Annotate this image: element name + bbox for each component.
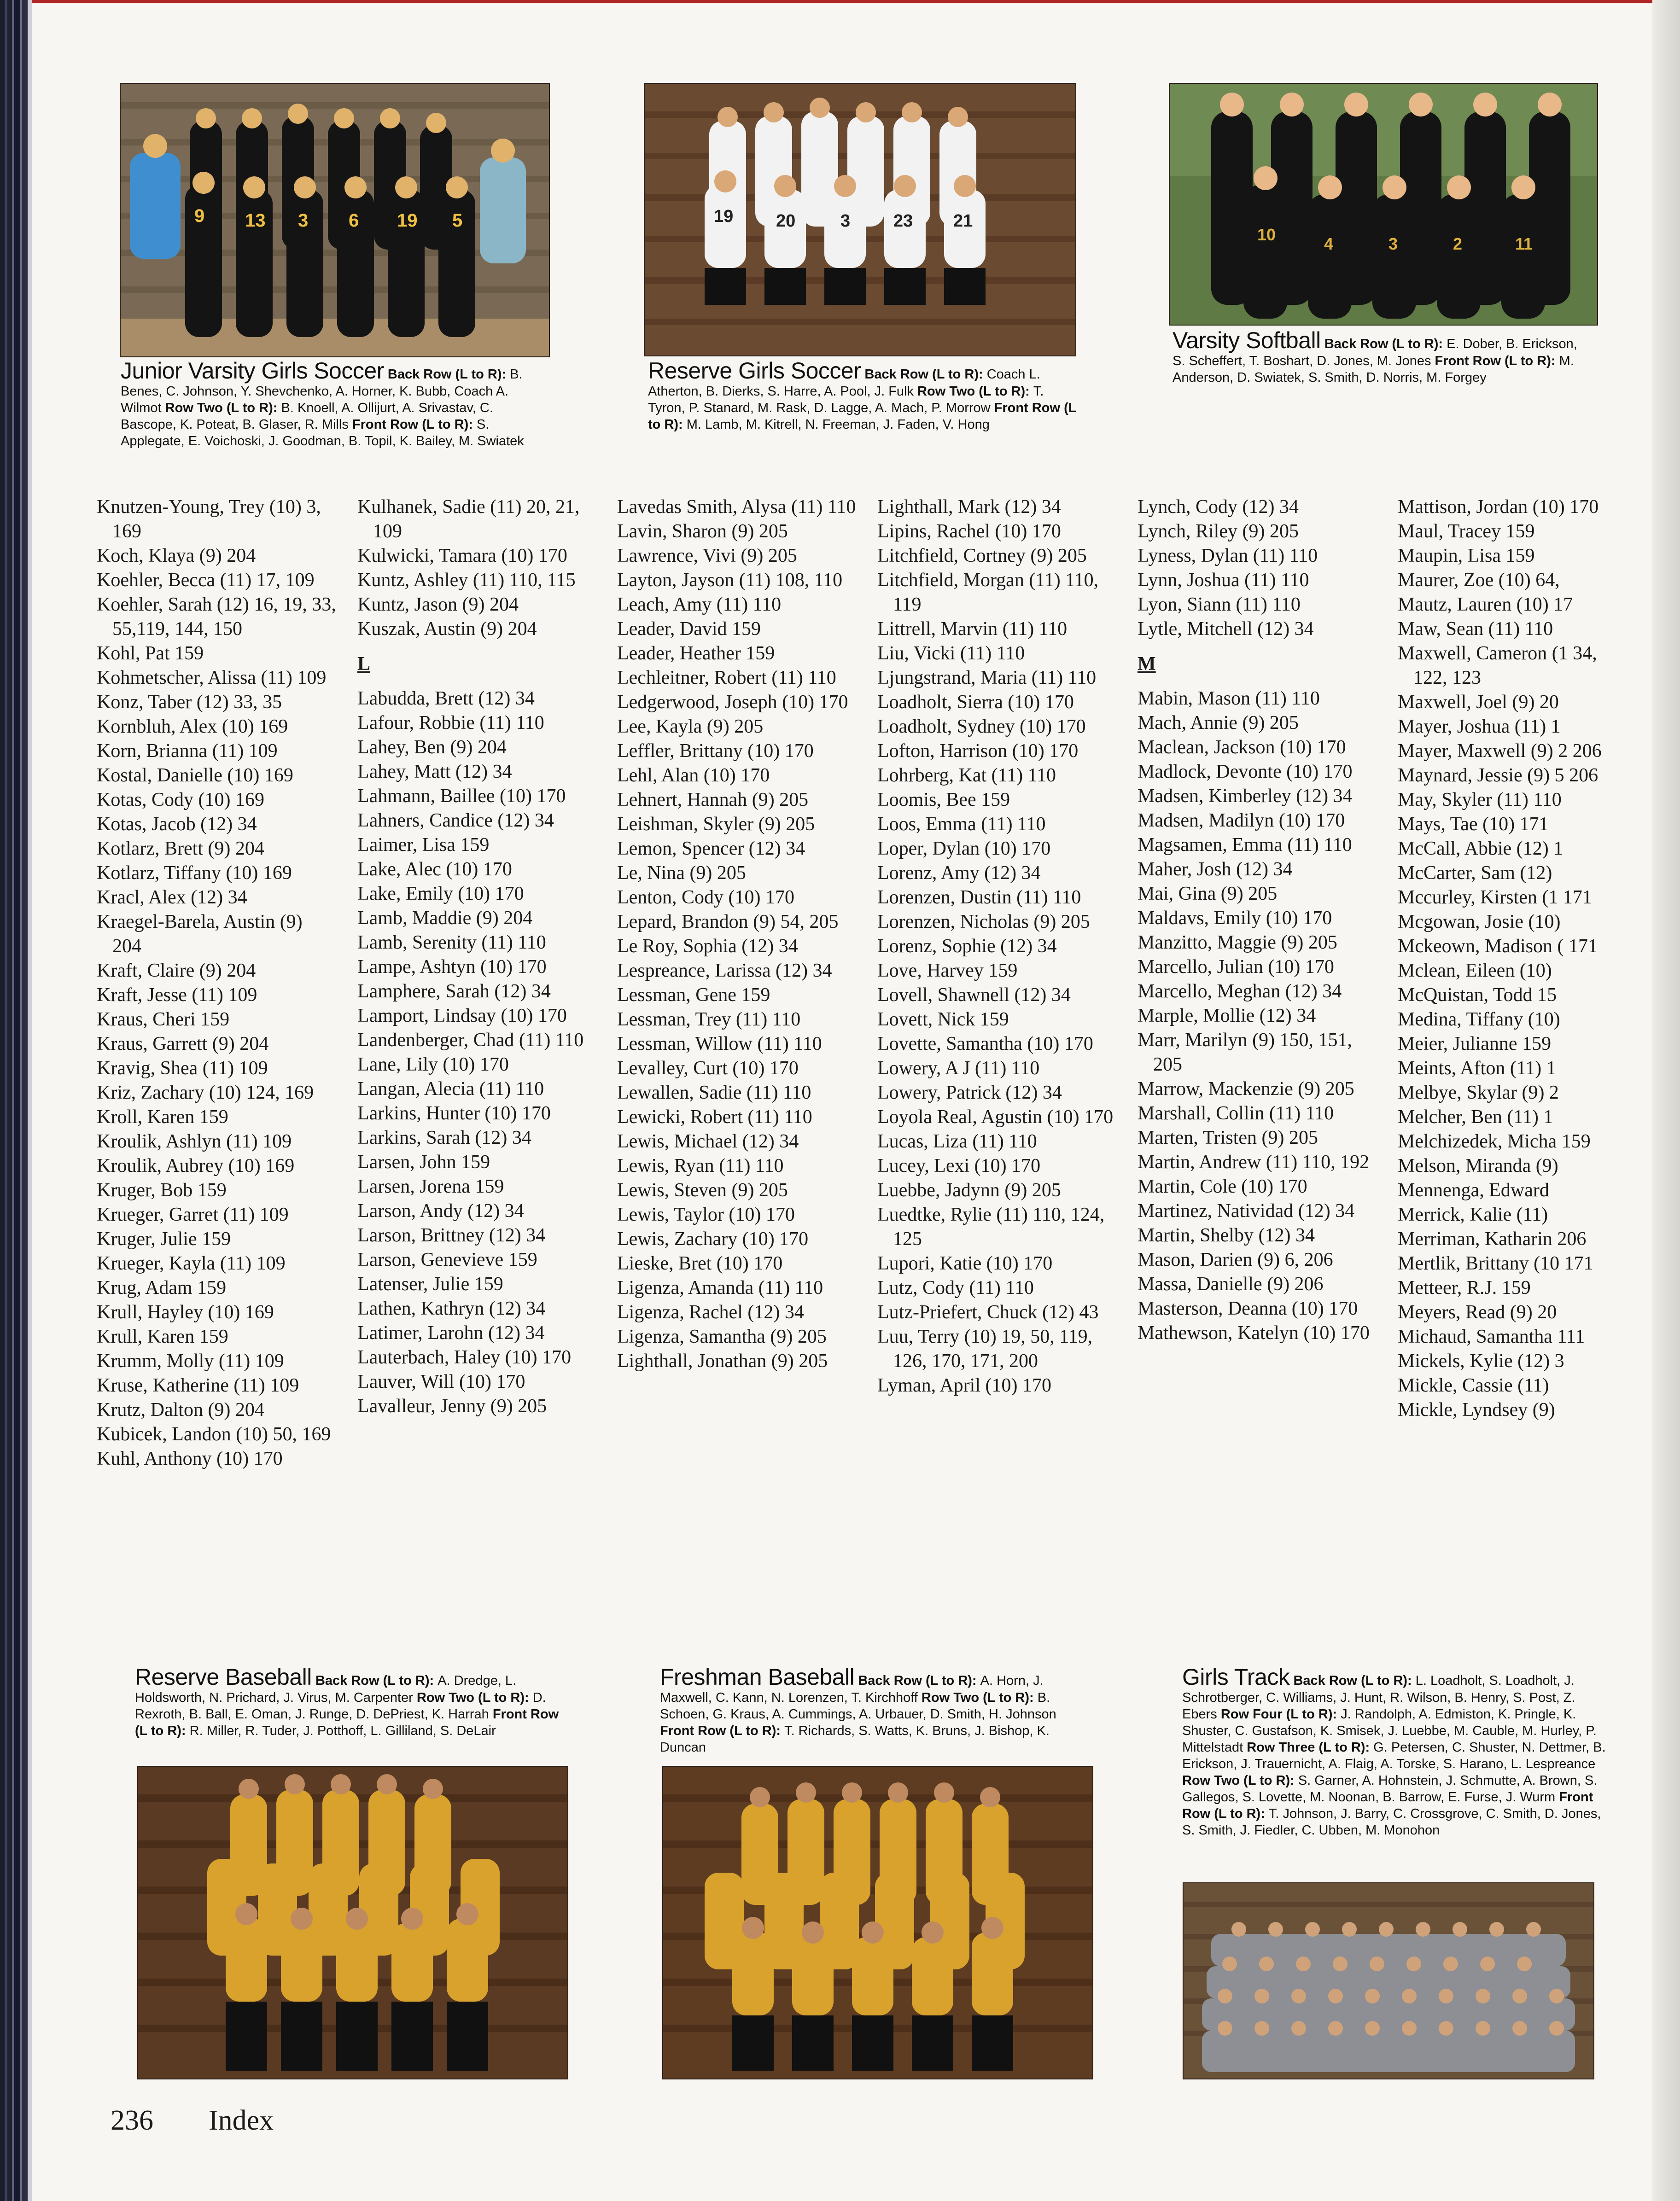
caption-row-label: Front Row (L to R): xyxy=(352,417,477,432)
index-entry: Lavedas Smith, Alysa (11) 110 xyxy=(617,496,856,518)
index-entry: Leader, Heather 159 xyxy=(617,643,775,664)
index-entry: Mays, Tae (10) 171 xyxy=(1398,814,1549,835)
index-entry: Marten, Tristen (9) 205 xyxy=(1138,1127,1318,1148)
index-entry: Lavalleur, Jenny (9) 205 xyxy=(357,1396,547,1417)
index-entry: Le, Nina (9) 205 xyxy=(617,862,746,884)
index-entry: Lawrence, Vivi (9) 205 xyxy=(617,545,797,566)
index-entry: Landenberger, Chad (11) 110 xyxy=(357,1030,584,1051)
index-entry: Latimer, Larohn (12) 34 xyxy=(357,1322,545,1344)
index-entry: Kohl, Pat 159 xyxy=(97,643,204,664)
caption-names: M. Anderson, D. Swiatek, S. Smith, D. Norris, M. Forgey xyxy=(1172,354,1574,385)
index-entry: Lutz-Priefert, Chuck (12) 43 xyxy=(877,1302,1099,1323)
index-entry: Lewis, Michael (12) 34 xyxy=(617,1131,799,1152)
index-entry: Lucas, Liza (11) 110 xyxy=(877,1131,1037,1152)
index-entry: Litchfield, Morgan (11) 110, 119 xyxy=(877,570,1099,615)
index-entry: Kotlarz, Tiffany (10) 169 xyxy=(97,862,292,884)
index-entry: Lynn, Joshua (11) 110 xyxy=(1138,570,1309,591)
reserve-girls-soccer-photo xyxy=(644,83,1076,356)
caption-row-label: Front Row (L to R): xyxy=(1435,354,1559,368)
index-entry: Langan, Alecia (11) 110 xyxy=(357,1078,544,1100)
caption-names: D. Rexroth, B. Ball, E. Oman, J. Runge, D. DePriest, K. Harrah xyxy=(135,1690,546,1722)
svg-text:2: 2 xyxy=(1453,234,1463,253)
index-entry: Larkins, Hunter (10) 170 xyxy=(357,1103,551,1124)
index-entry: Lyness, Dylan (11) 110 xyxy=(1138,545,1318,566)
caption-row-label: Row Two (L to R): xyxy=(165,401,281,415)
index-entry: Kruse, Katherine (11) 109 xyxy=(97,1375,299,1396)
caption-row-label: Back Row (L to R): xyxy=(387,367,510,382)
index-entry: Lahey, Matt (12) 34 xyxy=(357,761,512,782)
index-entry: Lewis, Taylor (10) 170 xyxy=(617,1204,795,1225)
caption-names: L. Loadholt, S. Loadholt, J. Schrotberger, C. Williams, J. Hunt, R. Wilson, B. Henry, S. Post, Z. Ebers xyxy=(1182,1673,1575,1722)
index-entry: Ligenza, Rachel (12) 34 xyxy=(617,1302,804,1323)
index-entry: Martinez, Natividad (12) 34 xyxy=(1138,1200,1355,1222)
reserve-baseball-photo xyxy=(137,1766,568,2079)
index-entry: Love, Harvey 159 xyxy=(877,960,1018,981)
index-letter-heading: L xyxy=(357,653,371,675)
index-entry: Mickle, Lyndsey (9) xyxy=(1398,1399,1555,1421)
index-entry: Maldavs, Emily (10) 170 xyxy=(1138,908,1332,929)
index-entry: Lowery, Patrick (12) 34 xyxy=(877,1082,1062,1103)
index-entry: Melchizedek, Micha 159 xyxy=(1398,1131,1591,1152)
index-entry: Masterson, Deanna (10) 170 xyxy=(1138,1298,1358,1319)
index-entry: Mason, Darien (9) 6, 206 xyxy=(1138,1249,1333,1270)
index-entry: Melbye, Skylar (9) 2 xyxy=(1398,1082,1559,1103)
index-entry: Merrick, Kalie (11) xyxy=(1398,1204,1548,1225)
index-entry: Lorenz, Amy (12) 34 xyxy=(877,862,1041,884)
caption-row-label: Row Two (L to R): xyxy=(921,1690,1038,1705)
index-entry: Lewicki, Robert (11) 110 xyxy=(617,1106,812,1128)
index-entry: Maxwell, Joel (9) 20 xyxy=(1398,692,1559,713)
svg-text:4: 4 xyxy=(1324,234,1334,253)
caption-names: A. Dredge, L. Holdsworth, N. Prichard, J. Virus, M. Carpenter xyxy=(135,1673,517,1705)
index-entry: Kotlarz, Brett (9) 204 xyxy=(97,838,264,859)
index-entry: Larson, Brittney (12) 34 xyxy=(357,1225,546,1246)
index-entry: Mautz, Lauren (10) 17 xyxy=(1398,594,1573,615)
index-entry: Kraus, Cheri 159 xyxy=(97,1009,230,1030)
section-name: Index xyxy=(209,2105,274,2136)
jv-girls-soccer-caption xyxy=(121,358,549,449)
caption-names: T. Richards, S. Watts, K. Bruns, J. Bishop, K. Duncan xyxy=(660,1724,1050,1755)
index-entry: Kraus, Garrett (9) 204 xyxy=(97,1033,269,1054)
index-entry: Lyman, April (10) 170 xyxy=(877,1375,1051,1396)
index-column-2 xyxy=(357,495,597,1419)
page-number: 236 xyxy=(111,2105,153,2136)
svg-text:13: 13 xyxy=(245,210,266,231)
index-entry: Manzitto, Maggie (9) 205 xyxy=(1138,932,1337,953)
caption-row-label: Row Two (L to R): xyxy=(416,1690,533,1705)
index-entry: Melson, Miranda (9) xyxy=(1398,1155,1558,1176)
index-entry: Lauterbach, Haley (10) 170 xyxy=(357,1347,572,1368)
freshman-baseball-caption xyxy=(660,1665,1088,1756)
svg-text:3: 3 xyxy=(298,210,309,231)
caption-row-label: Front Row (L to R): xyxy=(660,1724,785,1738)
caption-names: G. Petersen, C. Shuster, N. Dettmer, B. Erickson, J. Trauernicht, A. Flaig, A. Torske, S. Harano, L. Lespreance xyxy=(1182,1740,1606,1771)
index-entry: Lynch, Riley (9) 205 xyxy=(1138,521,1299,542)
index-entry: Lewallen, Sadie (11) 110 xyxy=(617,1082,811,1103)
index-entry: Mabin, Mason (11) 110 xyxy=(1138,688,1320,709)
index-entry: Lowery, A J (11) 110 xyxy=(877,1058,1040,1079)
jv-girls-soccer-photo xyxy=(120,83,550,357)
svg-text:3: 3 xyxy=(1388,234,1398,253)
index-entry: Lepard, Brandon (9) 54, 205 xyxy=(617,911,839,932)
index-entry: Marcello, Julian (10) 170 xyxy=(1138,956,1334,978)
index-entry: Martin, Cole (10) 170 xyxy=(1138,1176,1307,1197)
index-entry: Mertlik, Brittany (10 171 xyxy=(1398,1253,1593,1274)
index-entry: Maclean, Jackson (10) 170 xyxy=(1138,737,1346,758)
index-entry: Lytle, Mitchell (12) 34 xyxy=(1138,618,1314,640)
index-entry: Labudda, Brett (12) 34 xyxy=(357,688,535,709)
index-entry: Kracl, Alex (12) 34 xyxy=(97,887,247,908)
index-entry: Mickle, Cassie (11) xyxy=(1398,1375,1549,1396)
index-entry: Kroll, Karen 159 xyxy=(97,1106,228,1128)
index-column-5 xyxy=(1138,495,1377,1345)
index-entry: Larson, Genevieve 159 xyxy=(357,1249,537,1270)
index-entry: Krull, Karen 159 xyxy=(97,1326,228,1347)
index-entry: Marcello, Meghan (12) 34 xyxy=(1138,981,1342,1002)
index-entry: Lespreance, Larissa (12) 34 xyxy=(617,960,832,981)
index-entry: McCall, Abbie (12) 1 xyxy=(1398,838,1563,859)
index-entry: Lewis, Steven (9) 205 xyxy=(617,1180,788,1201)
svg-text:3: 3 xyxy=(840,211,851,231)
reserve-baseball-caption xyxy=(135,1665,563,1739)
varsity-softball-caption xyxy=(1172,328,1587,386)
index-entry: Mai, Gina (9) 205 xyxy=(1138,883,1278,904)
index-entry: Leader, David 159 xyxy=(617,618,761,640)
index-entry: Lathen, Kathryn (12) 34 xyxy=(357,1298,546,1319)
index-entry: Meints, Afton (11) 1 xyxy=(1398,1058,1556,1079)
caption-row-label: Back Row (L to R): xyxy=(1324,337,1447,351)
index-entry: Maurer, Zoe (10) 64, xyxy=(1398,570,1560,591)
caption-row-label: Row Two (L to R): xyxy=(917,384,1033,399)
index-entry: Kulhanek, Sadie (11) 20, 21, 109 xyxy=(357,496,580,542)
index-entry: Lorenzen, Dustin (11) 110 xyxy=(877,887,1081,908)
caption-title: Girls Track xyxy=(1182,1664,1290,1690)
index-entry: Larkins, Sarah (12) 34 xyxy=(357,1127,531,1148)
caption-row-label: Front Row (L to R): xyxy=(135,1707,559,1738)
index-entry: Marple, Mollie (12) 34 xyxy=(1138,1005,1316,1026)
index-entry: Larsen, Jorena 159 xyxy=(357,1176,504,1197)
index-entry: Lofton, Harrison (10) 170 xyxy=(877,740,1079,762)
index-entry: Mayer, Maxwell (9) 2 206 xyxy=(1398,740,1602,762)
index-entry: Lehnert, Hannah (9) 205 xyxy=(617,789,809,810)
svg-text:23: 23 xyxy=(893,211,913,231)
index-entry: Kraegel-Barela, Austin (9) 204 xyxy=(97,911,303,957)
index-entry: Kotas, Cody (10) 169 xyxy=(97,789,264,810)
index-entry: Lavin, Sharon (9) 205 xyxy=(617,521,788,542)
index-entry: Lyon, Siann (11) 110 xyxy=(1138,594,1301,615)
index-entry: Litchfield, Cortney (9) 205 xyxy=(877,545,1087,566)
index-entry: Mclean, Eileen (10) xyxy=(1398,960,1552,981)
index-entry: Melcher, Ben (11) 1 xyxy=(1398,1106,1553,1128)
caption-title: Reserve Baseball xyxy=(135,1664,312,1690)
index-entry: Lafour, Robbie (11) 110 xyxy=(357,712,544,734)
index-column-6 xyxy=(1398,495,1614,1422)
index-entry: Mcgowan, Josie (10) xyxy=(1398,911,1561,932)
index-entry: Lane, Lily (10) 170 xyxy=(357,1054,509,1075)
index-entry: Medina, Tiffany (10) xyxy=(1398,1009,1560,1030)
index-entry: Lessman, Willow (11) 110 xyxy=(617,1033,822,1054)
index-entry: Madsen, Madilyn (10) 170 xyxy=(1138,810,1345,831)
index-entry: Krutz, Dalton (9) 204 xyxy=(97,1399,264,1421)
freshman-baseball-photo xyxy=(662,1766,1093,2079)
index-entry: Marrow, Mackenzie (9) 205 xyxy=(1138,1078,1354,1100)
index-entry: Lipins, Rachel (10) 170 xyxy=(877,521,1061,542)
index-entry: Krull, Hayley (10) 169 xyxy=(97,1302,274,1323)
index-entry: Lamport, Lindsay (10) 170 xyxy=(357,1005,567,1026)
index-entry: Lynch, Cody (12) 34 xyxy=(1138,496,1299,518)
index-entry: Lewis, Ryan (11) 110 xyxy=(617,1155,784,1176)
svg-text:9: 9 xyxy=(194,206,205,226)
index-entry: Lake, Emily (10) 170 xyxy=(357,883,524,904)
index-entry: Lorenzen, Nicholas (9) 205 xyxy=(877,911,1090,932)
index-entry: Leffler, Brittany (10) 170 xyxy=(617,740,814,762)
index-entry: Lechleitner, Robert (11) 110 xyxy=(617,667,836,688)
index-entry: Leishman, Skyler (9) 205 xyxy=(617,814,815,835)
index-entry: Koehler, Sarah (12) 16, 19, 33, 55,119, 144, 150 xyxy=(97,594,336,640)
index-entry: Mennenga, Edward xyxy=(1398,1180,1549,1201)
index-entry: Martin, Andrew (11) 110, 192 xyxy=(1138,1152,1370,1173)
page-edge xyxy=(1652,0,1680,2201)
index-entry: Lieske, Bret (10) 170 xyxy=(617,1253,783,1274)
index-entry: Larson, Andy (12) 34 xyxy=(357,1200,524,1222)
reserve-girls-soccer-caption xyxy=(648,358,1076,433)
caption-names: Coach L. Atherton, B. Dierks, S. Harre, A. Pool, J. Fulk xyxy=(648,367,1040,399)
index-entry: Maynard, Jessie (9) 5 206 xyxy=(1398,765,1598,786)
index-entry: Korn, Brianna (11) 109 xyxy=(97,740,278,762)
caption-row-label: Back Row (L to R): xyxy=(1293,1673,1416,1688)
index-entry: Lemon, Spencer (12) 34 xyxy=(617,838,805,859)
index-entry: Merriman, Katharin 206 xyxy=(1398,1229,1587,1250)
svg-text:5: 5 xyxy=(452,210,463,231)
index-entry: Lessman, Gene 159 xyxy=(617,984,770,1006)
index-entry: Lahey, Ben (9) 204 xyxy=(357,737,507,758)
varsity-softball-photo xyxy=(1169,83,1598,326)
index-entry: Kornbluh, Alex (10) 169 xyxy=(97,716,288,737)
index-entry: Loper, Dylan (10) 170 xyxy=(877,838,1051,859)
index-entry: Mckeown, Madison ( 171 xyxy=(1398,936,1598,957)
index-entry: Lessman, Trey (11) 110 xyxy=(617,1009,801,1030)
index-entry: Lauver, Will (10) 170 xyxy=(357,1371,525,1392)
index-entry: Ljungstrand, Maria (11) 110 xyxy=(877,667,1097,688)
caption-names: B. Knoell, A. Ollijurt, A. Srivastav, C. Bascope, K. Poteat, B. Glaser, R. Mills xyxy=(121,401,493,432)
index-column-1 xyxy=(97,495,336,1471)
girls-track-caption xyxy=(1182,1665,1610,1839)
index-entry: Laimer, Lisa 159 xyxy=(357,834,490,856)
caption-names: B. Schoen, G. Kraus, A. Cummings, A. Urbauer, D. Smith, H. Johnson xyxy=(660,1690,1056,1722)
index-entry: Littrell, Marvin (11) 110 xyxy=(877,618,1068,640)
caption-title: Freshman Baseball xyxy=(660,1664,855,1690)
caption-row-label: Back Row (L to R): xyxy=(315,1673,438,1688)
index-entry: Kriz, Zachary (10) 124, 169 xyxy=(97,1082,314,1103)
caption-names: E. Dober, B. Erickson, S. Scheffert, T. Boshart, D. Jones, M. Jones xyxy=(1172,337,1577,368)
index-entry: Kubicek, Landon (10) 50, 169 xyxy=(97,1424,331,1445)
index-entry: Lahmann, Baillee (10) 170 xyxy=(357,786,566,807)
caption-row-label: Row Four (L to R): xyxy=(1220,1707,1341,1722)
caption-names: M. Lamb, M. Kitrell, N. Freeman, J. Faden, V. Hong xyxy=(686,417,990,432)
index-column-4 xyxy=(877,495,1117,1398)
index-entry: Luedtke, Rylie (11) 110, 124, 125 xyxy=(877,1204,1105,1250)
caption-names: T. Tyron, P. Stanard, M. Rask, D. Lagge, A. Mach, P. Morrow xyxy=(648,384,1044,415)
index-entry: Maher, Josh (12) 34 xyxy=(1138,859,1293,880)
index-entry: Luebbe, Jadynn (9) 205 xyxy=(877,1180,1061,1201)
index-entry: Levalley, Curt (10) 170 xyxy=(617,1058,799,1079)
svg-text:11: 11 xyxy=(1515,234,1533,253)
index-entry: Lighthall, Jonathan (9) 205 xyxy=(617,1351,828,1372)
index-entry: Loyola Real, Agustin (10) 170 xyxy=(877,1106,1114,1128)
caption-row-label: Front Row (L to R): xyxy=(1182,1790,1593,1821)
index-entry: Lutz, Cody (11) 110 xyxy=(877,1277,1034,1298)
index-entry: Koehler, Becca (11) 17, 109 xyxy=(97,570,315,591)
index-entry: Mccurley, Kirsten (1 171 xyxy=(1398,887,1592,908)
index-entry: Kohmetscher, Alissa (11) 109 xyxy=(97,667,327,688)
index-entry: Mach, Annie (9) 205 xyxy=(1138,712,1299,734)
index-entry: Metteer, R.J. 159 xyxy=(1398,1277,1531,1298)
index-entry: Layton, Jayson (11) 108, 110 xyxy=(617,570,843,591)
index-entry: Lake, Alec (10) 170 xyxy=(357,859,512,880)
index-entry: Kraft, Claire (9) 204 xyxy=(97,960,256,981)
index-entry: Maul, Tracey 159 xyxy=(1398,521,1535,542)
svg-text:20: 20 xyxy=(776,211,796,231)
index-entry: Krug, Adam 159 xyxy=(97,1277,227,1298)
caption-row-label: Row Two (L to R): xyxy=(1182,1773,1298,1788)
caption-names: T. Johnson, J. Barry, C. Crossgrove, C. Smith, D. Jones, S. Smith, J. Fiedler, C. Ubben, M. Monohon xyxy=(1182,1806,1601,1838)
index-entry: Kotas, Jacob (12) 34 xyxy=(97,814,257,835)
index-entry: Lamb, Serenity (11) 110 xyxy=(357,932,546,953)
svg-text:21: 21 xyxy=(953,211,973,231)
index-entry: Kraft, Jesse (11) 109 xyxy=(97,984,257,1006)
index-entry: Lamb, Maddie (9) 204 xyxy=(357,908,533,929)
index-entry: Lehl, Alan (10) 170 xyxy=(617,765,770,786)
index-entry: Mathewson, Katelyn (10) 170 xyxy=(1138,1322,1370,1344)
index-entry: Lovell, Shawnell (12) 34 xyxy=(877,984,1071,1006)
index-entry: Marr, Marilyn (9) 150, 151, 205 xyxy=(1138,1030,1353,1075)
index-entry: Konz, Taber (12) 33, 35 xyxy=(97,692,282,713)
index-entry: Lewis, Zachary (10) 170 xyxy=(617,1229,809,1250)
index-entry: Lorenz, Sophie (12) 34 xyxy=(877,936,1057,957)
index-entry: Maupin, Lisa 159 xyxy=(1398,545,1535,566)
page-footer xyxy=(111,2104,274,2137)
index-entry: Mayer, Joshua (11) 1 xyxy=(1398,716,1561,737)
index-column-3 xyxy=(617,495,857,1374)
index-entry: Loadholt, Sierra (10) 170 xyxy=(877,692,1074,713)
index-entry: Meyers, Read (9) 20 xyxy=(1398,1302,1557,1323)
caption-names: J. Randolph, A. Edmiston, K. Pringle, K. Shuster, C. Gustafson, K. Smisek, J. Luebbe, M. Cauble, M. Hurley, P. Mittelstadt xyxy=(1182,1707,1597,1755)
index-entry: Massa, Danielle (9) 206 xyxy=(1138,1274,1324,1295)
index-entry: McCarter, Sam (12) xyxy=(1398,862,1552,884)
index-entry: May, Skyler (11) 110 xyxy=(1398,789,1562,810)
index-entry: Loomis, Bee 159 xyxy=(877,789,1010,810)
index-entry: Krumm, Molly (11) 109 xyxy=(97,1351,284,1372)
index-entry: Lovette, Samantha (10) 170 xyxy=(877,1033,1093,1054)
index-entry: Kruger, Julie 159 xyxy=(97,1229,231,1250)
index-entry: Ligenza, Samantha (9) 205 xyxy=(617,1326,827,1347)
caption-names: S. Applegate, E. Voichoski, J. Goodman, B. Topil, K. Bailey, M. Swiatek xyxy=(121,417,524,448)
index-entry: Lighthall, Mark (12) 34 xyxy=(877,496,1061,518)
caption-names: R. Miller, R. Tuder, J. Potthoff, L. Gilliland, S. DeLair xyxy=(189,1724,496,1738)
index-entry: Lenton, Cody (10) 170 xyxy=(617,887,794,908)
caption-row-label: Back Row (L to R): xyxy=(858,1673,980,1688)
girls-track-photo xyxy=(1183,1882,1594,2079)
svg-text:6: 6 xyxy=(349,210,359,231)
index-entry: Lucey, Lexi (10) 170 xyxy=(877,1155,1041,1176)
index-entry: Ledgerwood, Joseph (10) 170 xyxy=(617,692,848,713)
index-entry: Maxwell, Cameron (1 34, 122, 123 xyxy=(1398,643,1597,688)
index-entry: Kulwicki, Tamara (10) 170 xyxy=(357,545,567,566)
index-entry: Kroulik, Ashlyn (11) 109 xyxy=(97,1131,292,1152)
index-entry: Meier, Julianne 159 xyxy=(1398,1033,1552,1054)
index-entry: Larsen, John 159 xyxy=(357,1152,490,1173)
index-entry: Latenser, Julie 159 xyxy=(357,1274,503,1295)
index-entry: Koch, Klaya (9) 204 xyxy=(97,545,256,566)
index-entry: Lohrberg, Kat (11) 110 xyxy=(877,765,1056,786)
index-entry: Lovett, Nick 159 xyxy=(877,1009,1009,1030)
index-entry: Loadholt, Sydney (10) 170 xyxy=(877,716,1086,737)
caption-row-label: Row Three (L to R): xyxy=(1247,1740,1374,1755)
index-entry: Mattison, Jordan (10) 170 xyxy=(1398,496,1599,518)
index-entry: Marshall, Collin (11) 110 xyxy=(1138,1103,1334,1124)
index-entry: Leach, Amy (11) 110 xyxy=(617,594,782,615)
index-entry: Lamphere, Sarah (12) 34 xyxy=(357,981,551,1002)
caption-row-label: Back Row (L to R): xyxy=(864,367,987,382)
index-entry: Lupori, Katie (10) 170 xyxy=(877,1253,1053,1274)
index-entry: Kuhl, Anthony (10) 170 xyxy=(97,1448,283,1469)
top-strip xyxy=(32,0,1680,3)
index-entry: Maw, Sean (11) 110 xyxy=(1398,618,1553,640)
caption-row-label: Front Row (L to R): xyxy=(648,401,1076,432)
caption-title: Reserve Girls Soccer xyxy=(648,358,861,384)
index-entry: Kostal, Danielle (10) 169 xyxy=(97,765,293,786)
index-entry: Krueger, Kayla (11) 109 xyxy=(97,1253,286,1274)
index-entry: Madsen, Kimberley (12) 34 xyxy=(1138,786,1353,807)
index-entry: Martin, Shelby (12) 34 xyxy=(1138,1225,1315,1246)
index-entry: Lampe, Ashtyn (10) 170 xyxy=(357,956,547,978)
svg-text:10: 10 xyxy=(1257,225,1276,244)
index-entry: Kuntz, Jason (9) 204 xyxy=(357,594,519,615)
index-entry: Le Roy, Sophia (12) 34 xyxy=(617,936,798,957)
index-entry: Kruger, Bob 159 xyxy=(97,1180,227,1201)
index-entry: Lee, Kayla (9) 205 xyxy=(617,716,764,737)
index-entry: Kroulik, Aubrey (10) 169 xyxy=(97,1155,295,1176)
index-entry: Mickels, Kylie (12) 3 xyxy=(1398,1351,1564,1372)
caption-title: Varsity Softball xyxy=(1172,327,1321,353)
index-entry: McQuistan, Todd 15 xyxy=(1398,984,1557,1006)
caption-names: B. Benes, C. Johnson, Y. Shevchenko, A. Horner, K. Bubb, Coach A. Wilmot xyxy=(121,367,523,415)
svg-text:19: 19 xyxy=(397,210,418,231)
index-entry: Lahners, Candice (12) 34 xyxy=(357,810,554,831)
index-entry: Kuszak, Austin (9) 204 xyxy=(357,618,537,640)
index-entry: Michaud, Samantha 111 xyxy=(1398,1326,1585,1347)
index-entry: Krueger, Garret (11) 109 xyxy=(97,1204,289,1225)
book-spine xyxy=(0,0,32,2201)
index-entry: Luu, Terry (10) 19, 50, 119, 126, 170, 171, 200 xyxy=(877,1326,1093,1372)
index-entry: Liu, Vicki (11) 110 xyxy=(877,643,1025,664)
caption-names: S. Garner, A. Hohnstein, J. Schmutte, A. Brown, S. Gallegos, S. Lovette, M. Noonan, B. Barrow, E. Furse, J. Wurm xyxy=(1182,1773,1598,1805)
caption-title: Junior Varsity Girls Soccer xyxy=(121,358,384,384)
index-entry: Loos, Emma (11) 110 xyxy=(877,814,1046,835)
caption-names: A. Horn, J. Maxwell, C. Kann, N. Lorenzen, T. Kirchhoff xyxy=(660,1673,1044,1705)
svg-text:19: 19 xyxy=(714,207,734,226)
index-entry: Kuntz, Ashley (11) 110, 115 xyxy=(357,570,576,591)
index-entry: Kravig, Shea (11) 109 xyxy=(97,1058,268,1079)
index-entry: Knutzen-Young, Trey (10) 3, 169 xyxy=(97,496,321,542)
index-entry: Ligenza, Amanda (11) 110 xyxy=(617,1277,823,1298)
index-entry: Magsamen, Emma (11) 110 xyxy=(1138,834,1352,856)
index-letter-heading: M xyxy=(1138,653,1156,675)
index-entry: Madlock, Devonte (10) 170 xyxy=(1138,761,1353,782)
